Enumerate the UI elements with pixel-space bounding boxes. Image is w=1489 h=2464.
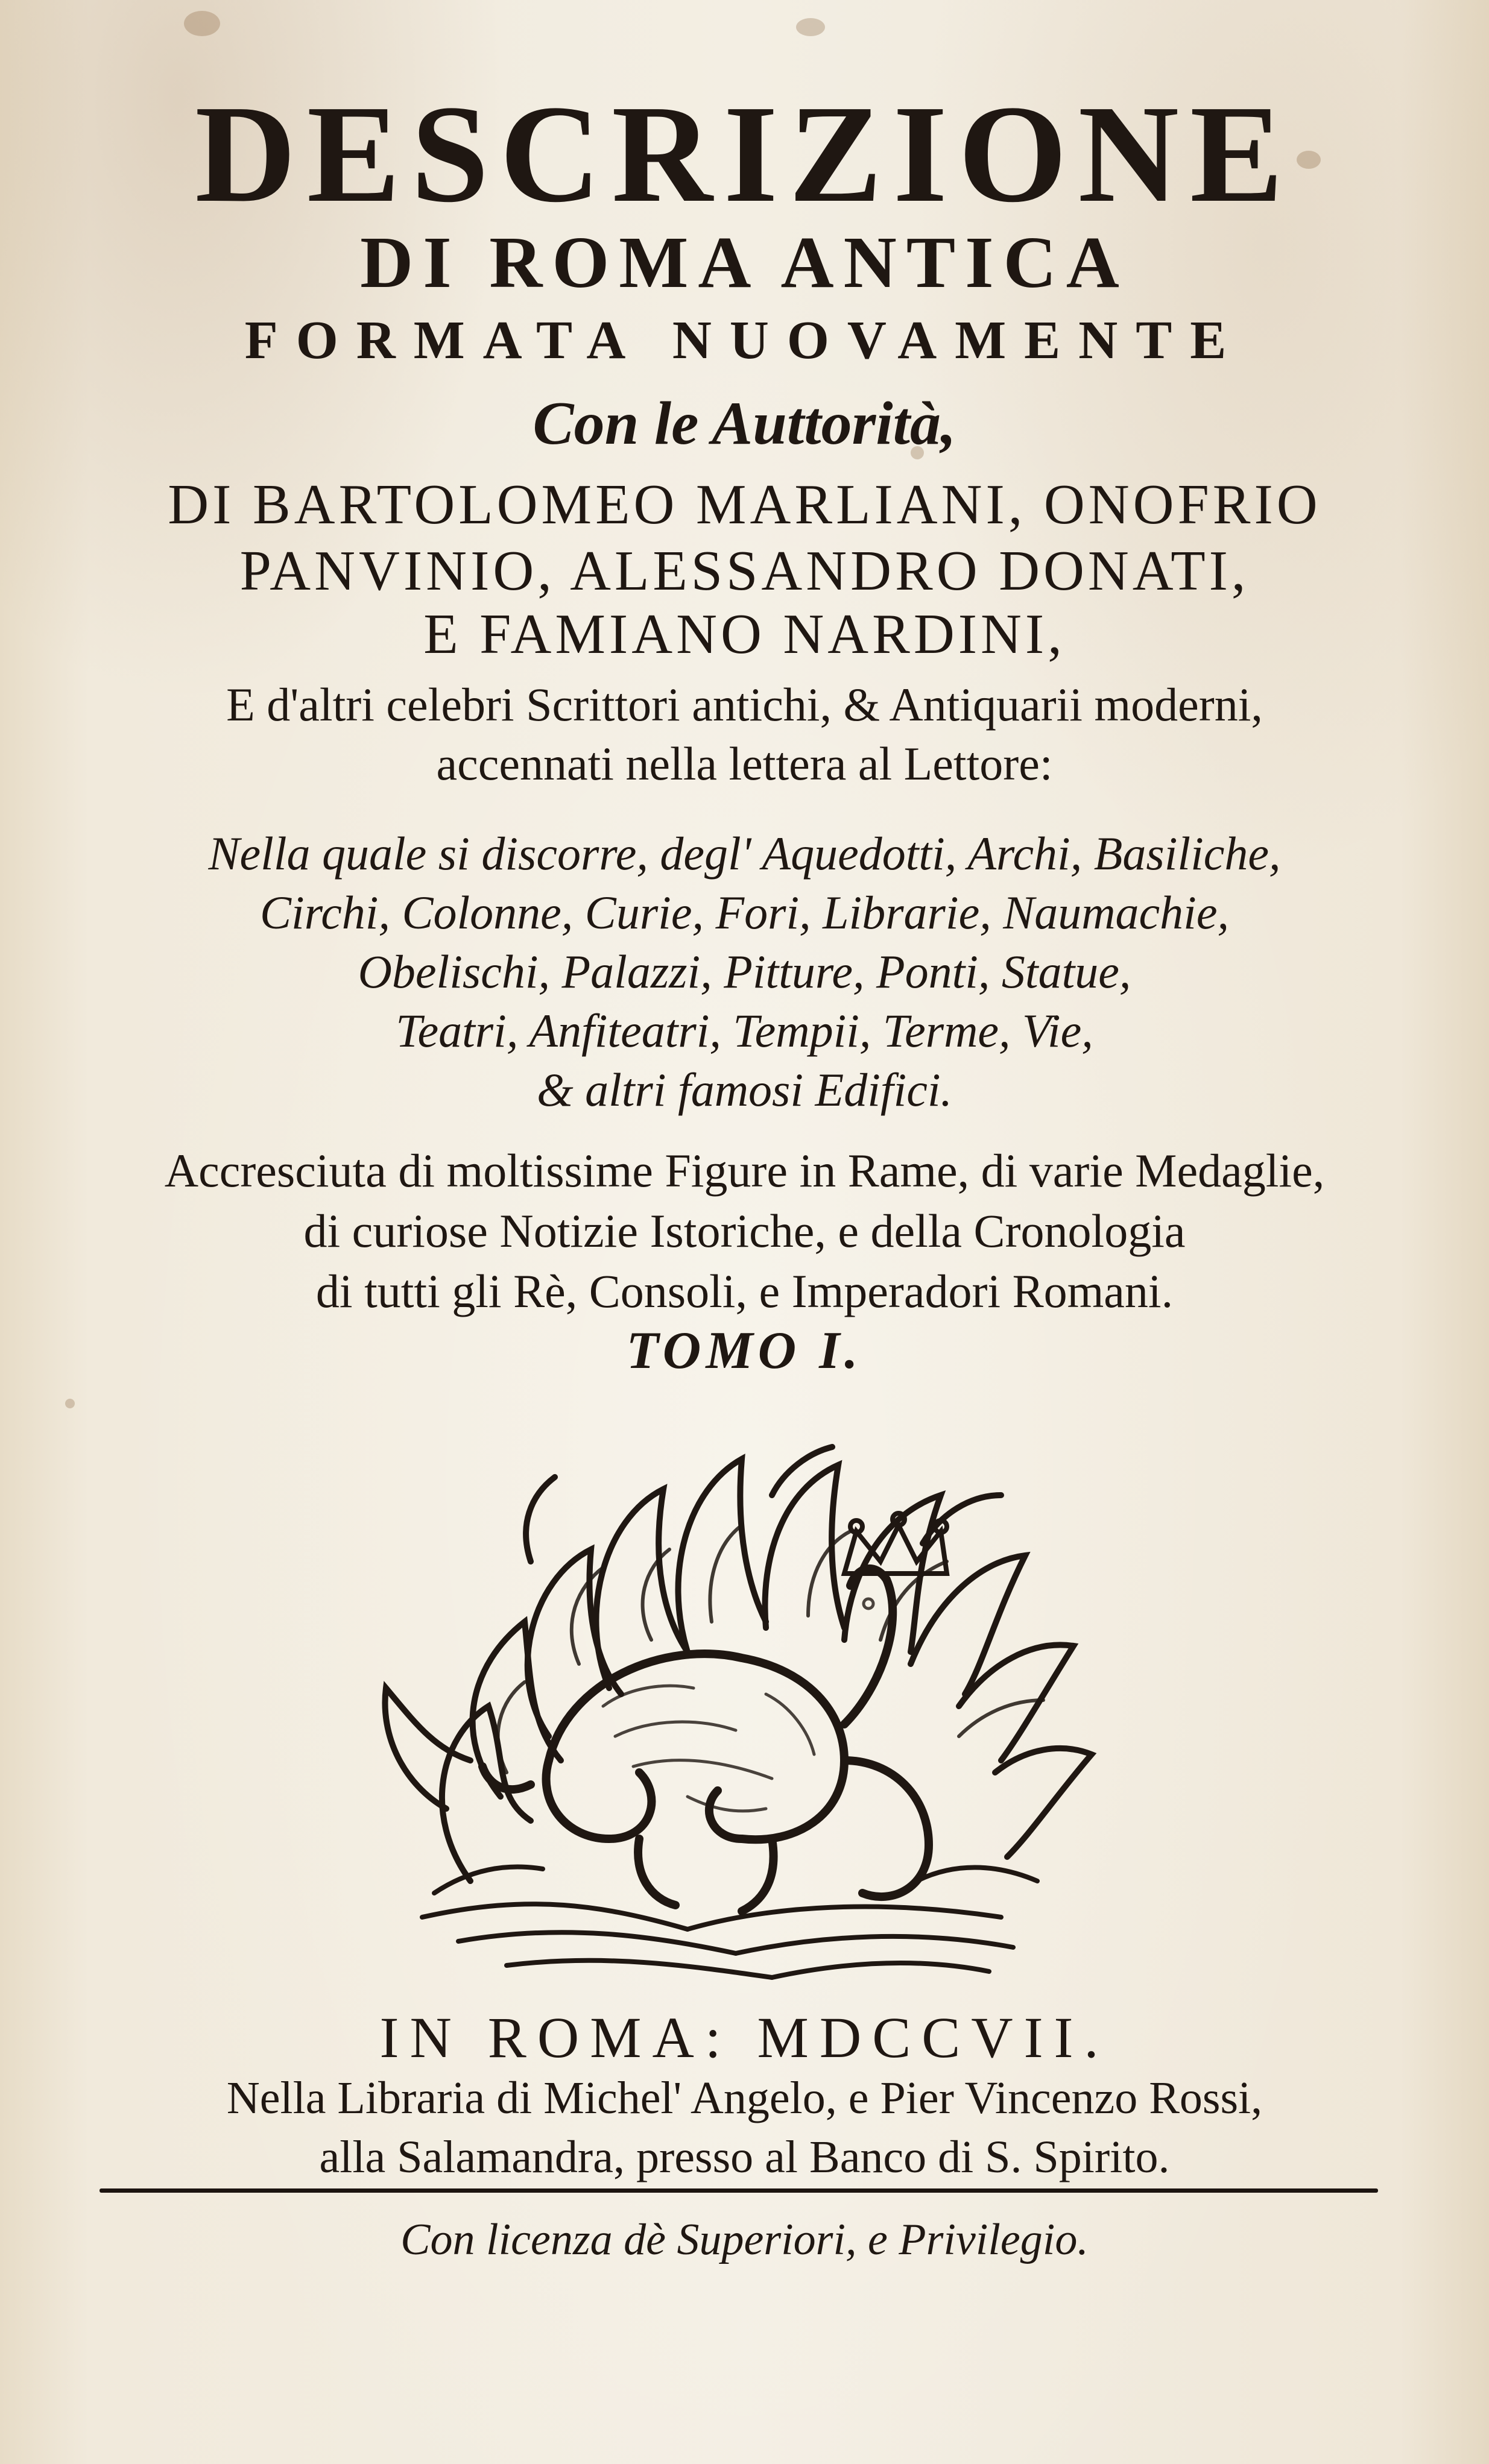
foxing-spot <box>796 18 825 36</box>
additions-line-2: di curiose Notizie Istoriche, e della Cronologia <box>303 1205 1186 1257</box>
formata-line: FORMATA NUOVAMENTE <box>244 310 1245 370</box>
imprint-place-date: IN ROMA: MDCCVII. <box>379 2005 1110 2070</box>
subjects-line-4: Teatri, Anfiteatri, Tempii, Terme, Vie, <box>396 1004 1093 1057</box>
book-title: DESCRIZIONE <box>195 77 1294 232</box>
subjects-line-2: Circhi, Colonne, Curie, Fori, Librarie, Naumachie, <box>260 886 1229 939</box>
salamander-woodcut-icon <box>350 1423 1098 1990</box>
printer-line-2: alla Salamandra, presso al Banco di S. Spirito. <box>319 2132 1170 2182</box>
horizontal-rule <box>100 2188 1378 2193</box>
printer-line-1: Nella Libraria di Michel' Angelo, e Pier Vincenzo Rossi, <box>226 2073 1263 2123</box>
additions-line-1: Accresciuta di moltissime Figure in Rame, di varie Medaglie, <box>164 1144 1325 1197</box>
authors-line-3: E FAMIANO NARDINI, <box>423 603 1066 666</box>
license-line: Con licenza dè Superiori, e Privilegio. <box>400 2215 1089 2264</box>
subjects-line-1: Nella quale si discorre, degl' Aquedotti, Archi, Basiliche, <box>208 827 1281 880</box>
foxing-spot <box>65 1399 75 1408</box>
volume-number: TOMO I. <box>626 1322 863 1380</box>
subjects-line-5: & altri famosi Edifici. <box>536 1063 952 1116</box>
flames-icon <box>385 1447 1092 1881</box>
foxing-spot <box>184 11 220 36</box>
subjects-line-3: Obelischi, Palazzi, Pitture, Ponti, Statue, <box>358 945 1131 998</box>
authors-line-2: PANVINIO, ALESSANDRO DONATI, <box>239 540 1250 602</box>
other-writers-line-2: accennati nella lettera al Lettore: <box>436 737 1053 790</box>
authority-line: Con le Auttorità, <box>533 389 956 458</box>
other-writers-line-1: E d'altri celebri Scrittori antichi, & Antiquarii moderni, <box>226 678 1263 731</box>
additions-line-3: di tutti gli Rè, Consoli, e Imperadori Romani. <box>315 1265 1174 1317</box>
authors-line-1: DI BARTOLOMEO MARLIANI, ONOFRIO <box>168 473 1321 536</box>
book-subtitle: DI ROMA ANTICA <box>360 222 1129 303</box>
